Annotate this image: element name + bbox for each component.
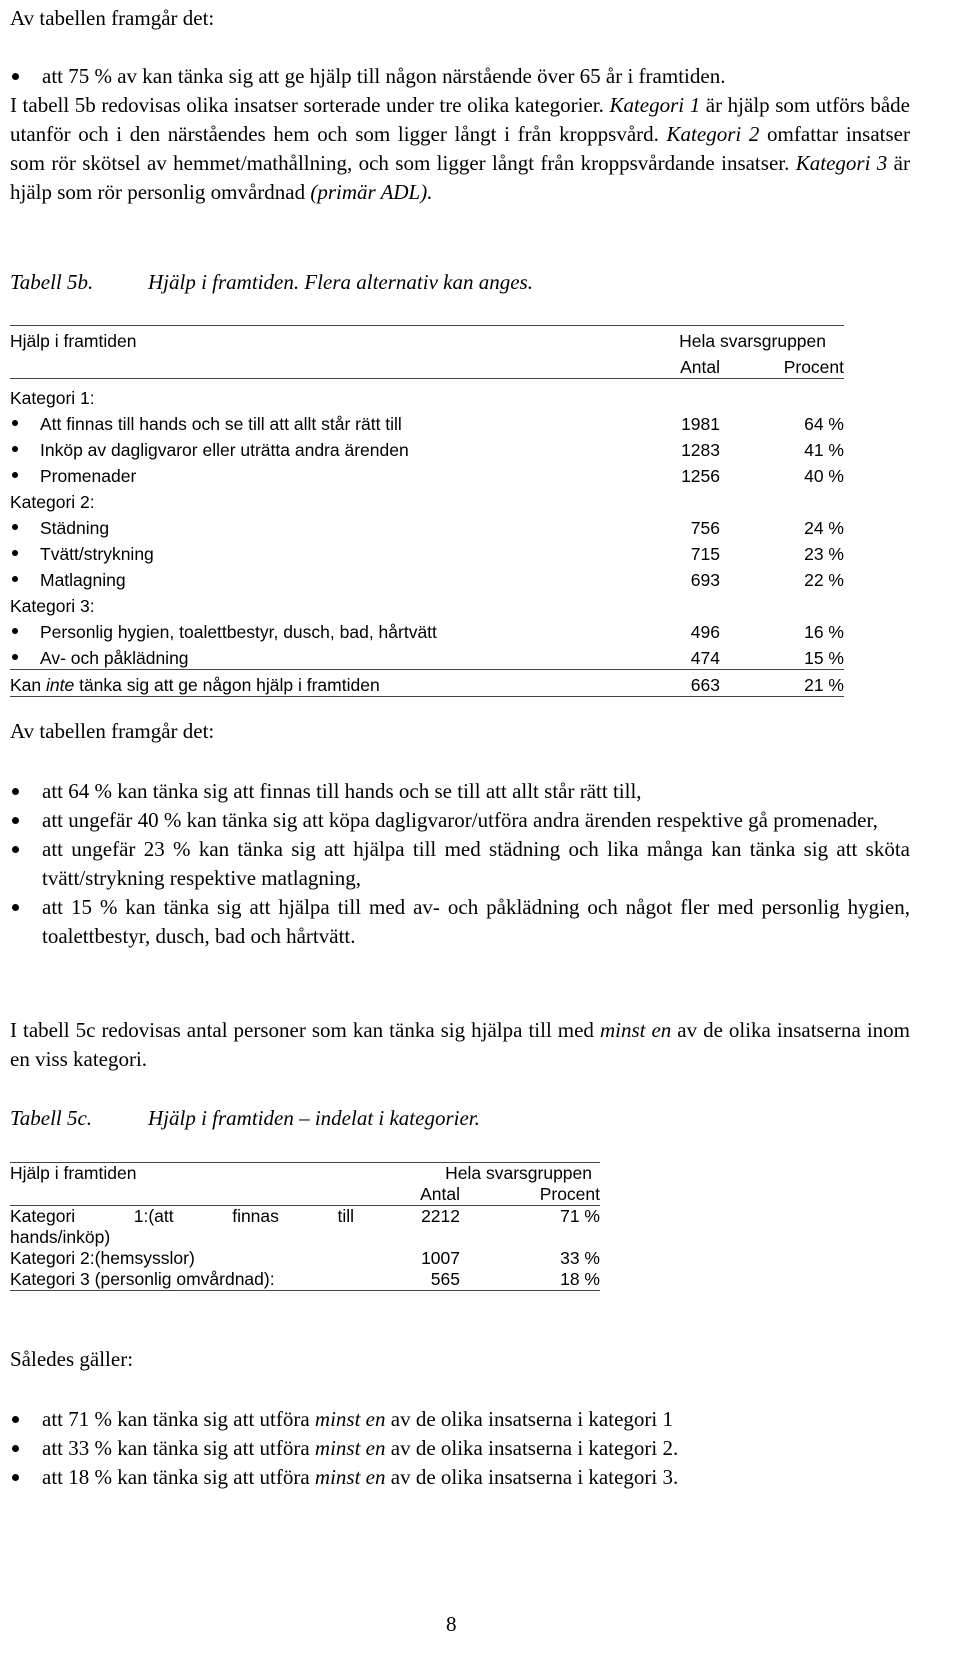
table-header-row [10,1163,600,1185]
intro-bullet-list [10,62,910,91]
table-subheader-row [10,352,844,379]
column-antal: Antal [420,1184,460,1204]
table-row: Matlagning 693 22 % [10,565,844,591]
column-header: Hjälp i framtiden [10,1163,137,1183]
group-header: Hela svarsgruppen [445,1163,592,1183]
group-header: Hela svarsgruppen [679,331,826,351]
column-antal: Antal [680,357,720,377]
intro-paragraph: I tabell 5b redovisas olika insatser sorterade under tre olika kategorier. Kategori 1 är hjälp som utförs både utanför och i den närståendes hem och som ligger långt i från kroppsvård. Kategori 2 omfattar insatser som rör skötsel av hemmet/mathållning, och som ligger långt från kroppsvårdande insatser. Kategori 3 är hjälp som rör personlig omvårdnad (primär ADL). [10,93,911,204]
column-procent: Procent [783,357,844,377]
table-row: Promenader 1256 40 % [10,461,844,487]
table-5c-label: Tabell 5c. [10,1106,93,1130]
table-row: Kategori 1:(att finnas till hands/inköp) 2212 71 % [10,1206,600,1247]
table-5b-label: Tabell 5b. [10,270,94,294]
table-5b [10,325,844,697]
intro-heading: Av tabellen framgår det: [10,6,215,30]
list-item: att 71 % kan tänka sig att utföra minst en av de olika insatserna i kategori 1 [10,1405,910,1434]
table-5c-caption: Hjälp i framtiden – indelat i kategorier. [148,1106,480,1130]
table-row-none: Kan inte tänka sig att ge någon hjälp i framtiden 663 21 % [10,670,844,697]
list-item: att 33 % kan tänka sig att utföra minst en av de olika insatserna i kategori 2. [10,1434,910,1463]
column-header: Hjälp i framtiden [10,331,137,351]
final-heading: Således gäller: [10,1347,134,1371]
list-item: att ungefär 23 % kan tänka sig att hjälpa till med städning och lika många kan tänka sig att sköta tvätt/strykning respektive matlagning, [10,835,910,893]
mid-heading: Av tabellen framgår det: [10,719,215,743]
table-row: Kategori 3 (personlig omvårdnad): 565 18 % [10,1269,600,1289]
table-header-row [10,326,844,353]
table-row: Av- och påklädning 474 15 % [10,643,844,670]
list-item: att 18 % kan tänka sig att utföra minst en av de olika insatserna i kategori 3. [10,1463,910,1492]
table-subheader-row [10,1184,600,1206]
page-number: 8 [446,1612,457,1636]
table-row: Tvätt/strykning 715 23 % [10,539,844,565]
category-row: Kategori 2: [10,492,95,512]
table-row: Inköp av dagligvaror eller uträtta andra ärenden 1283 41 % [10,435,844,461]
category-row: Kategori 3: [10,596,95,616]
table-5c [10,1162,600,1291]
paragraph-5c: I tabell 5c redovisas antal personer som kan tänka sig hjälpa till med minst en av de olika insatserna inom en viss kategori. [10,1018,911,1071]
table-5b-caption: Hjälp i framtiden. Flera alternativ kan anges. [148,270,533,294]
category-row: Kategori 1: [10,388,95,408]
table-row: Kategori 2:(hemsysslor) 1007 33 % [10,1248,600,1268]
mid-bullet-list [10,777,910,951]
column-procent: Procent [539,1184,600,1204]
final-bullet-list [10,1405,910,1492]
list-item: att ungefär 40 % kan tänka sig att köpa dagligvaror/utföra andra ärenden respektive gå promenader, [10,806,910,835]
table-row: Att finnas till hands och se till att allt står rätt till 1981 64 % [10,409,844,435]
list-item: att 75 % av kan tänka sig att ge hjälp till någon närstående över 65 år i framtiden. [10,62,910,91]
table-row: Personlig hygien, toalettbestyr, dusch, bad, hårtvätt 496 16 % [10,617,844,643]
table-row: Städning 756 24 % [10,513,844,539]
list-item: att 15 % kan tänka sig att hjälpa till med av- och påklädning och något fler med personlig hygien, toalettbestyr, dusch, bad och hårtvätt. [10,893,910,951]
list-item: att 64 % kan tänka sig att finnas till hands och se till att allt står rätt till, [10,777,910,806]
